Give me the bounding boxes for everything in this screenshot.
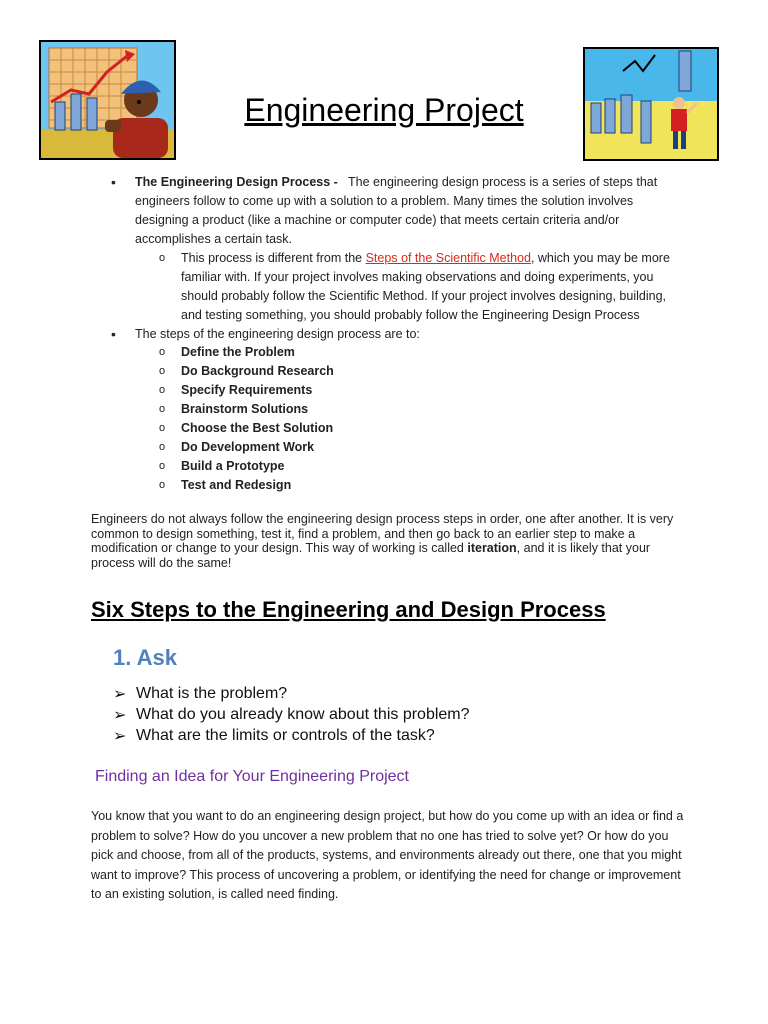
design-process-term: The Engineering Design Process - — [135, 175, 338, 189]
circle-bullet-symbol: o — [159, 365, 166, 377]
circle-bullet-symbol: o — [159, 346, 166, 358]
steps-intro-bullet — [111, 325, 660, 344]
step-item — [159, 478, 292, 492]
step-item — [159, 402, 309, 416]
subheading: Finding an Idea for Your Engineering Project — [95, 768, 409, 785]
arrow-bullet-icon: ➢ — [113, 707, 127, 724]
step-item — [159, 364, 334, 378]
iteration-term: iteration — [467, 541, 517, 555]
arrow-bullet-icon: ➢ — [113, 686, 127, 703]
circle-bullet-symbol: o — [159, 252, 166, 264]
step-item — [159, 383, 313, 397]
step-label: Do Development Work — [181, 440, 315, 454]
step-label: Brainstorm Solutions — [181, 402, 309, 416]
circle-bullet-symbol: o — [159, 460, 166, 472]
iteration-paragraph — [91, 512, 691, 570]
arrow-bullet-icon: ➢ — [113, 728, 127, 745]
step-item — [159, 440, 315, 454]
design-process-definition: The engineering design process is a series of steps that engineers follow to come up with a solution to a problem. Many times the solution involves designing a product (like a machine or computer code) that meets certain criteria and/or accomplishes a certain task. — [135, 175, 658, 246]
design-process-bullet — [111, 173, 660, 249]
ask-item-text: What is the problem? — [136, 685, 288, 702]
circle-bullet-symbol: o — [159, 441, 166, 453]
scientific-method-note — [159, 249, 676, 325]
note-suffix: , which you may be more familiar with. If your project involves making observations and doing experiments, you should probably follow the Scientific Method. If your project involves designing, building, and testing something, you should probably follow the Engineering Design Process — [181, 251, 670, 322]
step-item — [159, 459, 285, 473]
note-prefix: This process is different from the — [181, 251, 366, 265]
need-finding-paragraph: You know that you want to do an engineering design project, but how do you come up with an idea or find a problem to solve? How do you uncover a new problem that no one has tried to solve yet? Or how do you pick and choose, from all of the products, systems, and environments already out there, one that you might want to improve? This process of uncovering a problem, or identifying the need for change or improvement to an existing solution, is called need finding. — [91, 809, 684, 901]
step-label: Choose the Best Solution — [181, 421, 334, 435]
step-label: Build a Prototype — [181, 459, 285, 473]
scientific-method-link[interactable]: Steps of the Scientific Method — [365, 251, 531, 265]
circle-bullet-symbol: o — [159, 403, 166, 415]
section-heading: Six Steps to the Engineering and Design Process — [91, 597, 606, 622]
step-label: Do Background Research — [181, 364, 334, 378]
step-label: Define the Problem — [181, 345, 295, 359]
step-item — [159, 421, 334, 435]
iteration-text-after: , and it is likely that your process will do the same! — [91, 541, 651, 570]
step-label: Test and Redesign — [181, 478, 292, 492]
steps-intro-text: The steps of the engineering design process are to: — [135, 327, 420, 341]
circle-bullet-symbol: o — [159, 422, 166, 434]
step-item — [159, 345, 295, 359]
iteration-text-before: Engineers do not always follow the engineering design process steps in order, one after another. It is very common to design something, test it, find a problem, and then go back to an earlier step to make a modification or change to your design. This way of working is called — [91, 512, 674, 555]
circle-bullet-symbol: o — [159, 479, 166, 491]
bullet-symbol: • — [111, 174, 116, 190]
step-heading: 1. Ask — [113, 645, 178, 670]
circle-bullet-symbol: o — [159, 384, 166, 396]
ask-item-text: What are the limits or controls of the task? — [136, 727, 435, 744]
ask-item-text: What do you already know about this problem? — [136, 706, 470, 723]
bullet-symbol: • — [111, 326, 116, 342]
page-title: Engineering Project — [244, 92, 524, 128]
step-label: Specify Requirements — [181, 383, 313, 397]
